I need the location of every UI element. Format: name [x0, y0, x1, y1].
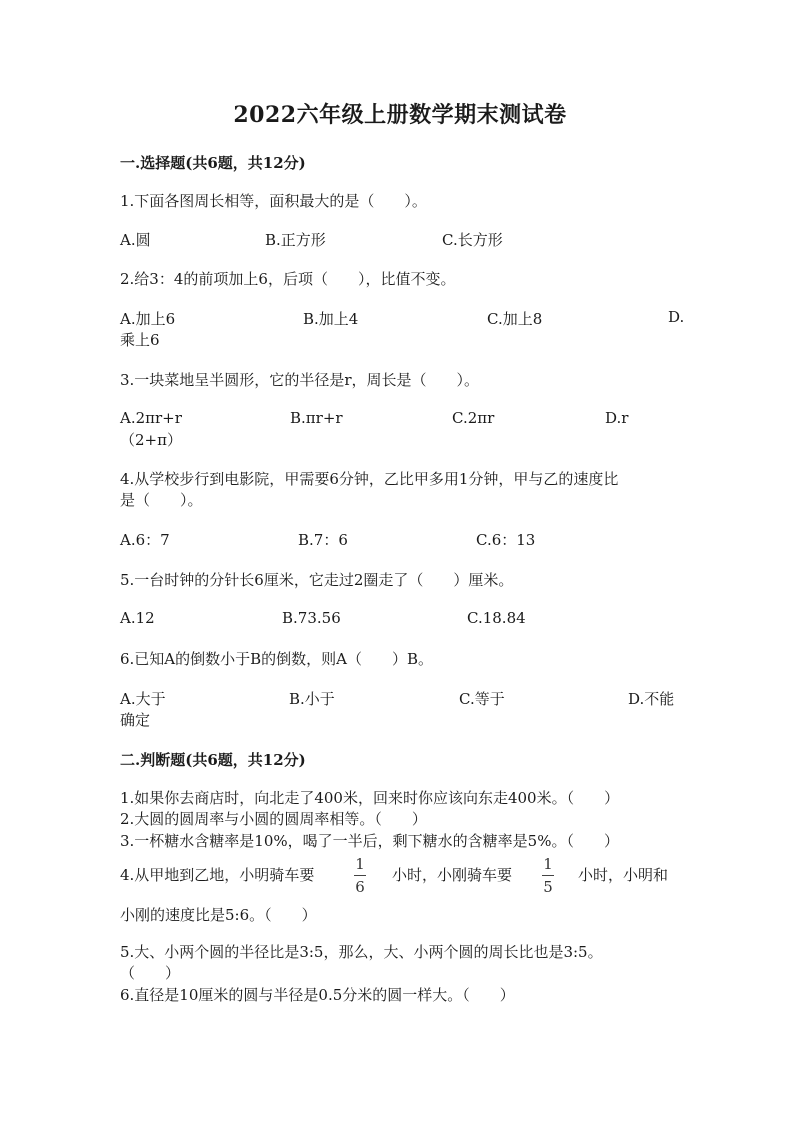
option-a: A.2πr+r	[120, 409, 182, 427]
option-d: D.不能	[628, 690, 675, 708]
option-d-continued: 确定	[120, 711, 151, 729]
option-b: B.73.56	[282, 609, 341, 627]
page-title: 2022六年级上册数学期末测试卷	[233, 102, 567, 128]
option-c: C.长方形	[442, 231, 503, 249]
question-1-2: 2.给3：4的前项加上6，后项（ ），比值不变。	[120, 270, 456, 288]
fraction-numerator: 1	[543, 855, 553, 873]
question-1-5: 5.一台时钟的分针长6厘米，它走过2圈走了（ ）厘米。	[120, 571, 514, 589]
question-1-3: 3.一块菜地呈半圆形，它的半径是r，周长是（ ）。	[120, 371, 479, 389]
option-d: D.r	[605, 409, 629, 427]
question-2-3: 3.一杯糖水含糖率是10%，喝了一半后，剩下糖水的含糖率是5%。（ ）	[120, 832, 619, 850]
option-b: B.πr+r	[290, 409, 343, 427]
question-2-4-continued: 小刚的速度比是5:6。（ ）	[120, 906, 317, 924]
question-2-4-part3: 小时，小明和	[578, 866, 669, 884]
option-c: C.2πr	[452, 409, 495, 427]
question-2-2: 2.大圆的圆周率与小圆的圆周率相等。（ ）	[120, 810, 427, 828]
option-d: D.	[668, 308, 685, 326]
option-d-continued: （2+π）	[120, 431, 182, 449]
question-1-4: 4.从学校步行到电影院，甲需要6分钟，乙比甲多用1分钟，甲与乙的速度比	[120, 470, 619, 488]
option-a: A.大于	[120, 690, 166, 708]
question-1-1: 1.下面各图周长相等，面积最大的是（ ）。	[120, 192, 427, 210]
option-b: B.7：6	[298, 531, 348, 549]
question-2-5-continued: （ ）	[120, 964, 181, 982]
fraction-denominator: 6	[355, 878, 365, 896]
question-1-4-continued: 是（ ）。	[120, 491, 203, 509]
option-c: C.18.84	[467, 609, 526, 627]
option-a: A.加上6	[120, 310, 176, 328]
fraction-one-fifth	[540, 857, 556, 895]
fraction-numerator: 1	[355, 855, 365, 873]
option-c: C.等于	[459, 690, 505, 708]
fraction-one-sixth	[352, 857, 368, 895]
option-a: A.圆	[120, 231, 151, 249]
option-b: B.小于	[289, 690, 335, 708]
option-a: A.12	[120, 609, 155, 627]
fraction-denominator: 5	[543, 878, 553, 896]
question-2-4-part1: 4.从甲地到乙地，小明骑车要	[120, 866, 315, 884]
option-c: C.6：13	[476, 531, 536, 549]
question-2-1: 1.如果你去商店时，向北走了400米，回来时你应该向东走400米。（ ）	[120, 789, 620, 807]
option-b: B.正方形	[265, 231, 326, 249]
option-d-continued: 乘上6	[120, 331, 160, 349]
option-c: C.加上8	[487, 310, 543, 328]
question-2-4-part2: 小时，小刚骑车要	[392, 866, 513, 884]
option-a: A.6：7	[120, 531, 170, 549]
option-b: B.加上4	[303, 310, 359, 328]
section-heading-judgement: 二.判断题(共6题，共12分)	[120, 751, 306, 769]
question-2-6: 6.直径是10厘米的圆与半径是0.5分米的圆一样大。（ ）	[120, 986, 515, 1004]
section-heading-choice: 一.选择题(共6题，共12分)	[120, 154, 306, 172]
question-2-5: 5.大、小两个圆的半径比是3:5，那么，大、小两个圆的周长比也是3:5。	[120, 943, 603, 961]
question-1-6: 6.已知A的倒数小于B的倒数，则A（ ）B。	[120, 650, 434, 668]
